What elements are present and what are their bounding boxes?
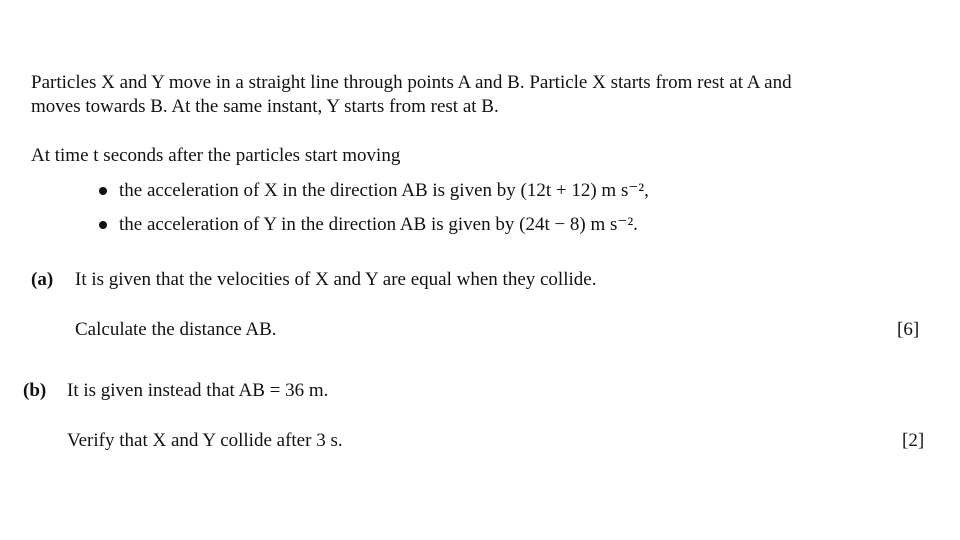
part-b-statement: It is given instead that AB = 36 m.: [67, 380, 329, 401]
bullet-icon: [99, 187, 107, 195]
part-b-marks: [2]: [902, 430, 925, 451]
part-b-label: (b): [23, 380, 47, 401]
bullet-icon: [99, 221, 107, 229]
part-a-marks: [6]: [897, 319, 920, 340]
intro-line-1: Particles X and Y move in a straight line through points A and B. Particle X starts from rest at A and: [31, 72, 792, 93]
intro-line-2: moves towards B. At the same instant, Y starts from rest at B.: [31, 96, 499, 117]
bullet-acceleration-x: the acceleration of X in the direction AB is given by (12t + 12) m s⁻²,: [119, 180, 649, 201]
part-a-statement: It is given that the velocities of X and Y are equal when they collide.: [75, 269, 597, 290]
conditions-lead: At time t seconds after the particles start moving: [31, 145, 401, 166]
part-b-task: Verify that X and Y collide after 3 s.: [67, 430, 343, 451]
part-a-task: Calculate the distance AB.: [75, 319, 277, 340]
bullet-acceleration-y: the acceleration of Y in the direction AB is given by (24t − 8) m s⁻².: [119, 214, 638, 235]
part-a-label: (a): [31, 269, 54, 290]
